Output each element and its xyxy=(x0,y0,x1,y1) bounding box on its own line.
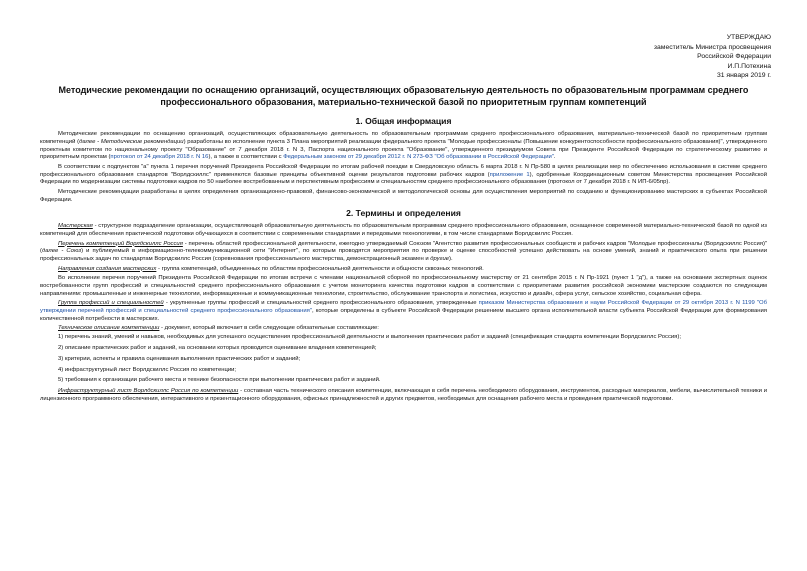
emphasis-text: далее - Методические рекомендации xyxy=(79,138,184,145)
paragraph xyxy=(40,325,767,333)
paragraph-text: Во исполнение перечня поручений Президента Российской Федерации по итогам встречи с членами национальной сборной по профессиональному мастерству от 21 сентября 2015 г. N Пр-1921 (пункт 1 "д"), а также на основании экспертных оценок востребованности групп профессий и специальностей среднего профессионального образования с учетом мониторинга качества подготовки кадров в соответствии с приоритетами развития российской экономики мастерские создаются по следующим направлениям: промышленные и инженерные технологии, информационные и коммуникационные технологии, строительство, обслуживание транспорта и логистика, искусство и дизайн, сфера услуг, сельское хозяйство, социальная сфера. xyxy=(40,274,767,297)
paragraph-text: ). xyxy=(449,256,453,263)
document-link[interactable]: Федеральным законом от 29 декабря 2012 г. N 273-ФЗ "Об образовании в Российской Федерации" xyxy=(283,154,554,161)
document-link[interactable]: протокол от 24 декабря 2018 г. N 16 xyxy=(110,154,209,161)
paragraph xyxy=(40,275,767,298)
paragraph-text: ) и публикуемый в информационно-телекоммуникационной сети "Интернет", по которым проводятся мероприятия по проверке и оценке способностей успешно действовать на основе умений, знаний и практического опыта при решении профессиональных задач по стандартам Ворлдскиллс Россия (соревнования профессионального мастерства, демонстрационный экзамен и xyxy=(40,248,767,263)
paragraph-text: - структурное подразделение организации, осуществляющей образовательную деятельность по образовательным программам среднего профессионального образования, оснащенное современной материально-технической базой по одной из компетенций для обеспечения практической подготовки обучающихся в соответствии с современными стандартами и передовыми технологиями, в том числе стандартами Ворлдскиллс Россия. xyxy=(40,223,767,238)
paragraph-text: , которые определены в субъекте Российской Федерации решением высшего органа исполнительной власти субъекта Российской Федерации для формирования количественной потребности в мастерских. xyxy=(40,307,767,322)
paragraph xyxy=(40,241,767,264)
paragraph-text: - укрупненные группы профессий и специальностей среднего профессионального образования, утвержденные xyxy=(163,299,479,306)
term-name: Мастерская xyxy=(58,223,93,230)
emphasis-text: другие xyxy=(430,256,450,263)
term-name: Направления создания мастерских xyxy=(58,265,157,272)
paragraph xyxy=(40,223,767,239)
paragraph xyxy=(40,189,767,205)
approval-line: И.П.Потехина xyxy=(727,62,771,70)
document-link[interactable]: приложение 1 xyxy=(489,171,530,178)
paragraph-text: - перечень областей профессиональной деятельности, ежегодно утверждаемый Союзом "Агентство развития профессиональных сообществ и рабочих кадров "Молодые профессионалы (Ворлдскиллс Россия)" ( xyxy=(40,240,767,255)
document-title: Методические рекомендации по оснащению организаций, осуществляющих образовательную деятельность по образовательным программам среднего профессионального образования, материально-технической базой по приоритетным группам компетенций xyxy=(58,85,749,107)
list-item: 4) инфраструктурный лист Ворлдскиллс Россия по компетенции; xyxy=(58,366,237,373)
paragraph-text: ), одобренные Координационным советом Министерства просвещения Российской Федерации по модернизации системы подготовки кадров по 50 наиболее востребованным и перспективным профессиям и специальностям среднего профессионального образования (протокол от 7 декабря 2018 г. N ИП-6/05пр). xyxy=(40,171,768,186)
approval-block xyxy=(654,33,771,81)
paragraph-text: Методические рекомендации по оснащению организаций, осуществляющих образовательную деятельность по образовательным программам среднего профессионального образования, материально-технической базой по приоритетным группам компетенций ( xyxy=(40,131,767,145)
term-name: Группа профессий и специальностей xyxy=(58,299,164,306)
approval-line: 31 января 2019 г. xyxy=(716,72,771,79)
list-item: 1) перечень знаний, умений и навыков, необходимых для успешного осуществления профессиональной деятельности и выполнения практических работ и заданий (спецификация стандарта компетенции Ворлдскиллс Россия); xyxy=(58,334,681,341)
term-name: Инфраструктурный лист Ворлдскиллс Россия по компетенции xyxy=(58,388,239,395)
paragraph xyxy=(40,131,767,162)
approval-line: УТВЕРЖДАЮ xyxy=(726,34,771,41)
paragraph-text: - документ, который включает в себя следующие обязательные составляющие: xyxy=(159,324,379,331)
list-item: 2) описание практических работ и заданий, на основании которых проводится оценивание владения компетенцией; xyxy=(58,345,377,352)
list-item: 3) критерии, аспекты и правила оценивания выполнения практических работ и заданий; xyxy=(58,355,301,362)
paragraph-text: ) разработаны во исполнение пункта 3 Плана мероприятий реализации федерального проекта "Молодые профессионалы (Повышение конкурентоспособности профессионального образования)", утвержденного проектным комитетом по национальному проекту "Образование" от 7 декабря 2018 г. N 3, Паспорта национального проекта "Образование", утвержденного президиумом Совета при Президенте Российской Федерации по стратегическому развитию и приоритетным проектам ( xyxy=(40,138,767,161)
paragraph-text: - группа компетенций, объединенных по областям профессиональной деятельности и общности сквозных технологий. xyxy=(156,265,484,272)
paragraph xyxy=(40,300,767,323)
paragraph-text: - составная часть технического описания компетенции, включающая в себя перечень необходимого оборудования, инструментов, расходных материалов, мебели, вычислительной техники и лицензионного программного обеспечения, интерактивного и презентационного оборудования, офисных принадлежностей и других предметов, необходимых для оснащения рабочего места и проведения практической подготовки. xyxy=(40,388,767,403)
term-name: Перечень компетенций Ворлдскиллс Россия xyxy=(58,240,183,247)
list-item: 5) требования к организации рабочего места и технике безопасности при выполнении практических работ и заданий. xyxy=(58,377,381,384)
paragraph-text: В соответствии с подпунктом "а" пункта 1 перечня поручений Президента Российской Федерации по итогам рабочей поездки в Свердловскую область 6 марта 2018 г. N Пр-580 в целях реализации мер по обеспечению использования в системе среднего профессионального образования стандартов "Ворлдскиллс" применяются базовые принципы объективной оценки результатов подготовки рабочих кадров ( xyxy=(40,163,767,178)
emphasis-text: далее - Союз xyxy=(41,248,82,255)
document-link[interactable]: приказом Министерства образования и науки Российской Федерации от 29 октября 2013 г. N 1199 "Об утверждении перечней профессий и специальностей среднего профессионального образования" xyxy=(40,299,767,314)
paragraph-text: ), а также в соответствии с xyxy=(208,154,284,161)
paragraph xyxy=(40,388,767,404)
section-heading: 2. Термины и определения xyxy=(346,208,461,219)
paragraph xyxy=(40,266,767,274)
term-name: Техническое описание компетенции xyxy=(58,324,160,331)
document-body xyxy=(40,113,767,405)
paragraph-text: Методические рекомендации разработаны в целях определения организационно-правовой, финансово-экономической и методологической основы для осуществления мероприятий по созданию и функционированию мастерских в субъектах Российской Федерации. xyxy=(40,188,767,203)
section-heading: 1. Общая информация xyxy=(355,116,452,126)
paragraph-text: . xyxy=(553,154,556,161)
approval-line: Российской Федерации xyxy=(697,53,771,60)
approval-line: заместитель Министра просвещения xyxy=(653,43,771,51)
paragraph xyxy=(40,164,767,187)
